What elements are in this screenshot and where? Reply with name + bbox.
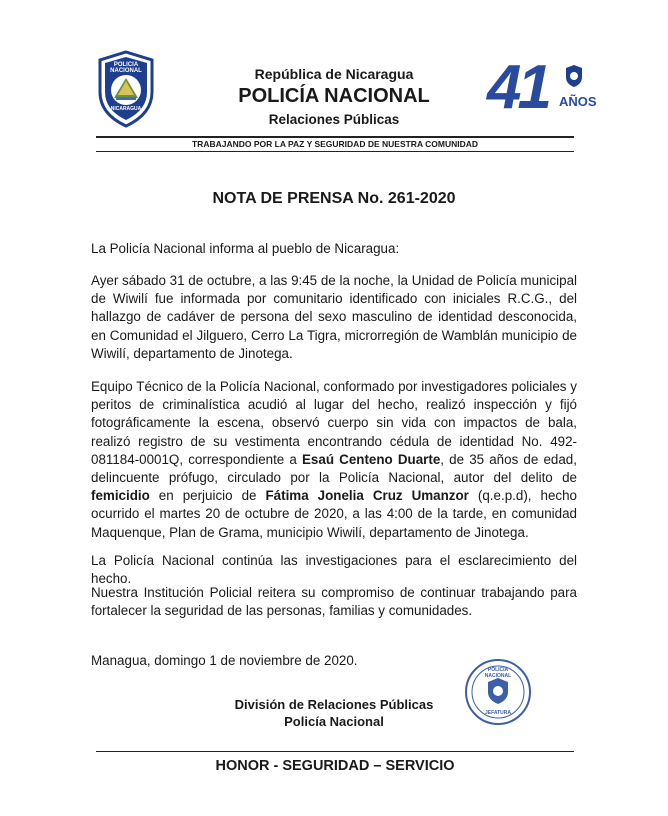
paragraph-2-part-1: Equipo Técnico de la Policía Nacional, conformado por investigadores policiales y peritos de criminalística acudió al lugar del hecho, realizó inspección y fijó fotográficamente la escena, observó cuerpo sin vida con impactos de bala, realizó registro de su vestimenta encontrando cédula de identidad No. 492-081184-0001Q, correspondiente a xyxy=(91,379,577,467)
paragraph-2-part-3: en perjuicio de xyxy=(149,488,266,504)
suspect-name: Esaú Centeno Duarte xyxy=(302,451,441,467)
tagline-bottom-rule xyxy=(96,151,574,152)
republic-heading: República de Nicaragua xyxy=(254,66,414,82)
intro-paragraph: La Policía Nacional informa al pueblo de Nicaragua: xyxy=(91,241,400,256)
paragraph-4: Nuestra Institución Policial reitera su compromiso de continuar trabajando para fortalecer la seguridad de las personas, familias y comunidades. xyxy=(91,585,577,619)
victim-name: Fátima Jonelia Cruz Umanzor xyxy=(265,488,469,504)
paragraph-2 xyxy=(91,378,577,542)
tagline: TRABAJANDO POR LA PAZ Y SEGURIDAD DE NUESTRA COMUNIDAD xyxy=(191,139,479,149)
signature-line-1: División de Relaciones Públicas xyxy=(234,697,434,712)
department-heading: Relaciones Públicas xyxy=(268,112,400,127)
paragraph-2-part-4: (q.e.p.d), hecho ocurrido el martes 20 de octubre de 2020, a las 4:00 de la tarde, en comunidad Maquenque, Plan de Grama, municipio Wiwilí, departamento de Jinotega. xyxy=(91,488,577,540)
paragraph-1: Ayer sábado 31 de octubre, a las 9:45 de la noche, la Unidad de Policía municipal de Wiwilí fue informada por comunitario identificado con iniciales R.C.G., del hallazgo de cadáver de persona del sexo masculino de identidad desconocida, en Comunidad el Jilguero, Cerro La Tigra, microrregión de Wamblán municipio de Wiwilí, departamento de Jinotega. xyxy=(91,273,577,361)
anniversary-number: 41 xyxy=(487,53,548,122)
footer-rule xyxy=(96,751,574,752)
crime-name: femicidio xyxy=(91,488,150,504)
official-stamp xyxy=(464,658,532,726)
logo-top-text: POLICIA NACIONAL xyxy=(110,62,142,74)
agency-heading: POLICÍA NACIONAL xyxy=(238,85,430,107)
anniversary-mini-shield xyxy=(565,64,583,88)
signature-line-2: Policía Nacional xyxy=(284,714,384,729)
dateline: Managua, domingo 1 de noviembre de 2020. xyxy=(91,653,358,668)
police-shield-logo xyxy=(96,50,156,128)
logo-bottom-text: NICARAGUA xyxy=(110,106,142,112)
stamp-bottom-text: JEFATURA xyxy=(484,710,512,716)
tagline-top-rule xyxy=(96,136,574,138)
anniversary-logo xyxy=(487,53,597,122)
paragraph-3: La Policía Nacional continúa las investigaciones para el esclarecimiento del hecho. xyxy=(91,553,577,587)
stamp-top-text: POLICÍA NACIONAL xyxy=(484,667,512,679)
anniversary-word: AÑOS xyxy=(559,94,597,109)
paragraph-2-part-2: , de 35 años de edad, delincuente prófugo, circulado por la Policía Nacional, autor del delito de xyxy=(91,451,577,486)
footer-motto: HONOR - SEGURIDAD – SERVICIO xyxy=(215,758,455,774)
press-release-title: NOTA DE PRENSA No. 261-2020 xyxy=(212,190,456,207)
